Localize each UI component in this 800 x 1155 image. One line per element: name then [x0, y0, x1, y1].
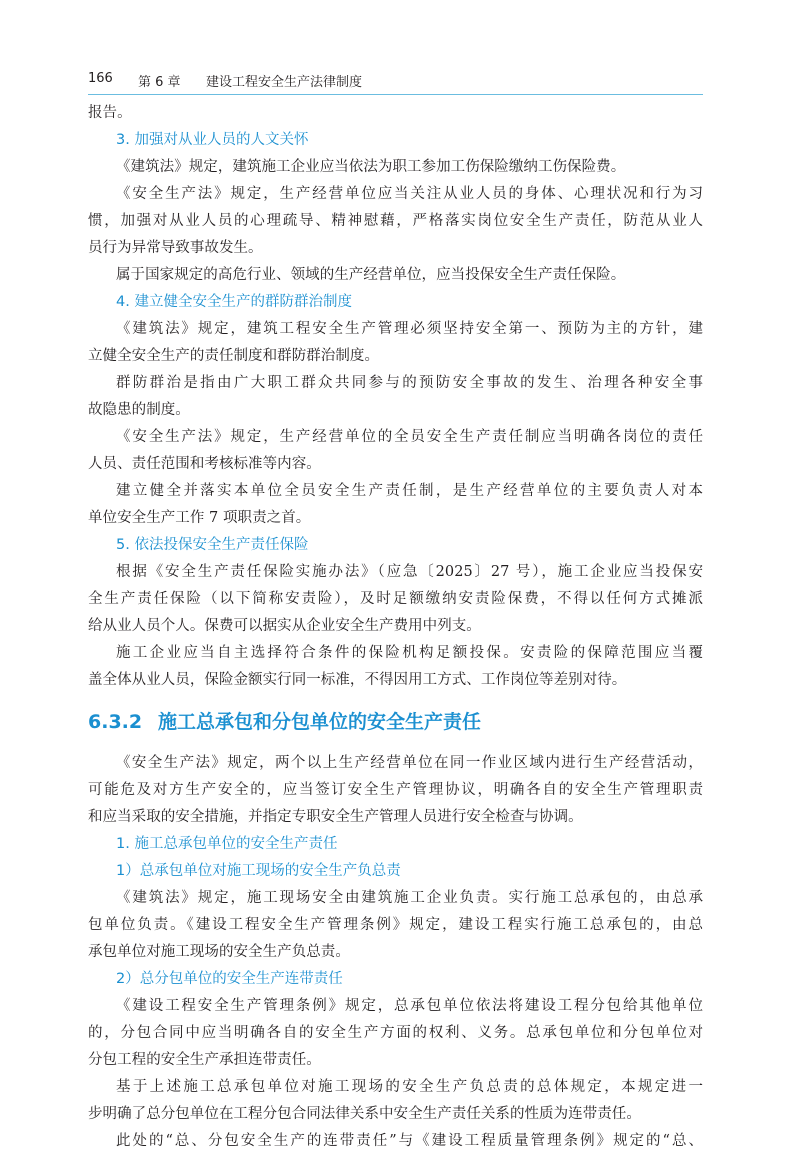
paragraph-line: 可能危及对方生产安全的，应当签订安全生产管理协议，明确各自的安全生产管理职责	[88, 782, 703, 798]
paragraph-line: 此处的“总、分包安全生产的连带责任”与《建设工程质量管理条例》规定的“总、	[116, 1133, 703, 1149]
page-number: 166	[88, 71, 113, 86]
paragraph-line: 《安全生产法》规定，生产经营单位应当关注从业人员的身体、心理状况和行为习	[116, 186, 703, 202]
paragraph-line: 给从业人员个人。保费可以据实从企业安全生产费用中列支。	[88, 618, 481, 634]
subheading: 2）总分包单位的安全生产连带责任	[116, 971, 343, 987]
paragraph-line: 《安全生产法》规定，生产经营单位的全员安全生产责任制应当明确各岗位的责任	[116, 429, 703, 445]
header-rule	[88, 94, 703, 95]
subheading: 4. 建立健全安全生产的群防群治制度	[116, 294, 352, 310]
paragraph-line: 基于上述施工总承包单位对施工现场的安全生产负总责的总体规定，本规定进一	[116, 1079, 703, 1095]
running-header	[88, 68, 698, 92]
page-body	[88, 100, 703, 1155]
paragraph-line: 承包单位对施工现场的安全生产负总责。	[88, 944, 350, 960]
paragraph-line: 立健全安全生产的责任制度和群防群治制度。	[88, 348, 379, 364]
subheading: 1. 施工总承包单位的安全生产责任	[116, 836, 338, 852]
paragraph-line: 人员、责任范围和考核标准等内容。	[88, 456, 321, 472]
paragraph-line: 施工企业应当自主选择符合条件的保险机构足额投保。安责险的保障范围应当覆	[116, 645, 703, 661]
section-number: 6.3.2	[88, 711, 143, 733]
paragraph-line: 《建筑法》规定，建筑工程安全生产管理必须坚持安全第一、预防为主的方针，建	[116, 321, 703, 337]
paragraph-line: 《建筑法》规定，施工现场安全由建筑施工企业负责。实行施工总承包的，由总承	[116, 890, 703, 906]
section-title: 施工总承包和分包单位的安全生产责任	[158, 711, 482, 733]
paragraph-line: 报告。	[88, 105, 132, 121]
paragraph-line: 《建设工程安全生产管理条例》规定，总承包单位依法将建设工程分包给其他单位	[116, 998, 703, 1014]
paragraph-line: 《建筑法》规定，建筑施工企业应当依法为职工参加工伤保险缴纳工伤保险费。	[116, 159, 626, 175]
paragraph-line: 的，分包合同中应当明确各自的安全生产方面的权利、义务。总承包单位和分包单位对	[88, 1025, 703, 1041]
paragraph-line: 和应当采取的安全措施，并指定专职安全生产管理人员进行安全检查与协调。	[88, 809, 583, 825]
paragraph-line: 群防群治是指由广大职工群众共同参与的预防安全事故的发生、治理各种安全事	[116, 375, 703, 391]
paragraph-line: 单位安全生产工作 7 项职责之首。	[88, 510, 311, 526]
paragraph-line: 惯，加强对从业人员的心理疏导、精神慰藉，严格落实岗位安全生产责任，防范从业人	[88, 213, 703, 229]
chapter-number: 第 6 章	[138, 75, 181, 90]
subheading: 1）总承包单位对施工现场的安全生产负总责	[116, 863, 401, 879]
paragraph-line: 包单位负责。《建设工程安全生产管理条例》规定，建设工程实行施工总承包的，由总	[88, 917, 703, 933]
subheading: 5. 依法投保安全生产责任保险	[116, 537, 309, 553]
paragraph-line: 根据《安全生产责任保险实施办法》（应急〔2025〕27 号），施工企业应当投保安	[116, 564, 703, 580]
paragraph-line: 属于国家规定的高危行业、领域的生产经营单位，应当投保安全生产责任保险。	[116, 267, 626, 283]
paragraph-line: 分包工程的安全生产承担连带责任。	[88, 1052, 321, 1068]
paragraph-line: 盖全体从业人员，保险金额实行同一标准，不得因用工方式、工作岗位等差别对待。	[88, 672, 627, 688]
paragraph-line: 员行为异常导致事故发生。	[88, 240, 263, 256]
paragraph-line: 全生产责任保险（以下简称安责险），及时足额缴纳安责险保费，不得以任何方式摊派	[88, 591, 703, 607]
paragraph-line: 《安全生产法》规定，两个以上生产经营单位在同一作业区域内进行生产经营活动，	[116, 755, 703, 771]
paragraph-line: 建立健全并落实本单位全员安全生产责任制，是生产经营单位的主要负责人对本	[116, 483, 703, 499]
paragraph-line: 步明确了总分包单位在工程分包合同法律关系中安全生产责任关系的性质为连带责任。	[88, 1106, 641, 1122]
paragraph-line: 故隐患的制度。	[88, 402, 190, 418]
chapter-title: 建设工程安全生产法律制度	[206, 75, 363, 90]
subheading: 3. 加强对从业人员的人文关怀	[116, 132, 309, 148]
section-heading	[88, 694, 703, 750]
